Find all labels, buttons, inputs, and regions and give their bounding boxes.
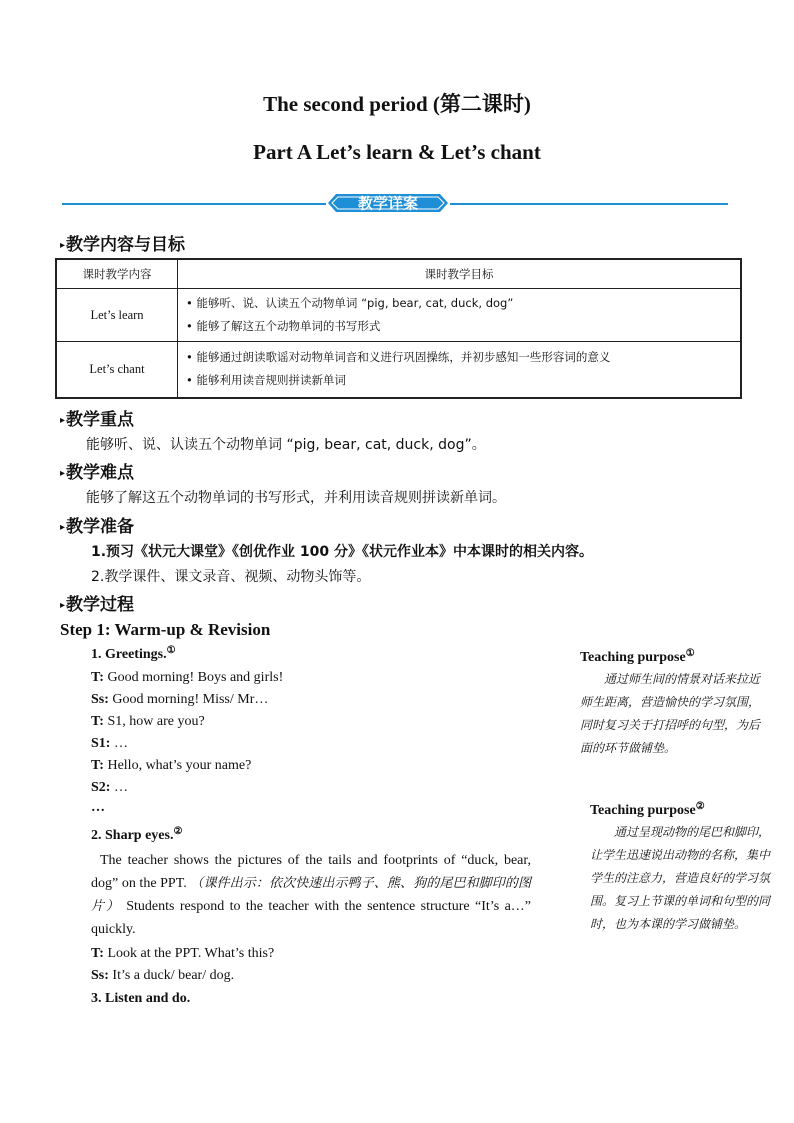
page-title: The second period (第二课时) [263,92,531,116]
utterance: S1, how are you? [103,714,205,729]
banner-text: 教学详案 [357,194,419,213]
dialogue-line [91,692,268,708]
section-key-points [60,405,134,430]
dialogue-line [91,946,274,962]
table-cell-content: Let’s learn [56,289,178,342]
key-points-text: 能够听、说、认读五个动物单词 “pig, bear, cat, duck, dog”。 [86,437,486,453]
table-header-row [56,259,741,289]
dialogue-line [91,670,283,686]
utterance: Good morning! Boys and girls! [103,670,284,685]
page-subtitle: Part A Let’s learn & Let’s chant [253,140,541,164]
dialogue-line [91,758,251,774]
speaker: … [91,800,105,815]
table-cell-goals [178,342,742,398]
utterance: … [110,736,128,751]
banner-line-left [62,203,326,205]
triangle-bullet-icon: ▸ [60,522,66,533]
section-difficulties-label: 教学难点 [66,463,135,483]
section-key-points-label: 教学重点 [66,410,135,430]
section-process-label: 教学过程 [66,595,135,615]
triangle-bullet-icon: ▸ [60,240,66,251]
sharp-eyes-text-en: Students respond to the teacher with the sentence structure “It’s a…” quickly. [91,899,531,937]
sharp-eyes-heading-text: 2. Sharp eyes. [91,828,174,843]
speaker: Ss: [91,968,109,983]
table-row [56,342,741,398]
greetings-heading-text: 1. Greetings. [91,647,167,662]
footnote-mark: ① [685,648,695,659]
footnote-mark: ① [166,645,176,656]
sharp-eyes-paragraph [91,849,531,941]
dialogue-line [91,714,205,730]
speaker: T: [91,946,104,961]
side-note-heading [580,650,760,666]
speaker: Ss: [91,692,109,707]
goals-table [55,258,742,399]
section-difficulties [60,458,134,483]
goal-item: • 能够利用读音规则拼读新单词 [186,373,346,388]
goal-item: • 能够了解这五个动物单词的书写形式 [186,319,381,333]
section-preparation-label: 教学准备 [66,517,135,537]
section-content-goals-label: 教学内容与目标 [66,235,186,255]
preparation-item: 1.预习《状元大课堂》《创优作业 100 分》《状元作业本》中本课时的相关内容。 [91,544,594,560]
utterance: Hello, what’s your name? [103,758,252,773]
footnote-mark: ② [173,826,183,837]
table-header-content: 课时教学内容 [56,259,178,289]
side-note [590,803,770,936]
listen-and-do-heading: 3. Listen and do. [91,991,191,1006]
dialogue-line [91,968,234,984]
sharp-eyes-text-cn: （课件出示：依次快速出示鸭子、熊、狗的尾巴和脚印的图片） [91,876,531,914]
goal-item: • 能够听、说、认读五个动物单词 “pig, bear, cat, duck, dog” [186,296,514,310]
utterance: … [110,780,128,795]
side-note-text: 通过呈现动物的尾巴和脚印，让学生迅速说出动物的名称，集中学生的注意力，营造良好的学习氛围。复习上节课的单词和句型的同时，也为本课的学习做铺垫。 [590,825,771,931]
footnote-mark: ② [695,801,705,812]
sharp-eyes-text-en: The teacher shows the pictures of the tails and footprints of “duck, bear, dog” on the PPT. [91,853,531,891]
table-header-goals: 课时教学目标 [178,259,742,289]
greetings-heading [91,647,176,663]
banner-badge [326,190,450,216]
triangle-bullet-icon: ▸ [60,415,66,426]
table-cell-content: Let’s chant [56,342,178,398]
side-note-heading-text: Teaching purpose [590,803,696,818]
section-process [60,590,134,615]
speaker: T: [91,670,104,685]
dialogue-line [91,736,128,752]
table-row [56,289,741,342]
sharp-eyes-heading [91,828,182,844]
step1-title: Step 1: Warm-up & Revision [60,620,271,639]
section-content-goals [60,230,185,255]
table-cell-goals [178,289,742,342]
triangle-bullet-icon: ▸ [60,600,66,611]
speaker: T: [91,758,104,773]
side-note-heading-text: Teaching purpose [580,650,686,665]
speaker: T: [91,714,104,729]
goal-item: • 能够通过朗读歌谣对动物单词音和义进行巩固操练，并初步感知一些形容词的意义 [186,350,611,365]
utterance: Good morning! Miss/ Mr… [108,692,269,707]
side-note-text: 通过师生间的情景对话来拉近师生距离，营造愉快的学习氛围，同时复习关于打招呼的句型，为后面的环节做铺垫。 [580,672,761,755]
difficulties-text: 能够了解这五个动物单词的书写形式，并利用读音规则拼读新单词。 [86,490,506,506]
dialogue-line [91,780,128,796]
utterance: Look at the PPT. What’s this? [103,946,275,961]
speaker: S2: [91,780,111,795]
utterance: It’s a duck/ bear/ dog. [108,968,235,983]
banner-line-right [450,203,728,205]
triangle-bullet-icon: ▸ [60,468,66,479]
speaker: S1: [91,736,111,751]
preparation-item: 2.教学课件、课文录音、视频、动物头饰等。 [91,569,371,585]
side-note [580,650,760,760]
section-preparation [60,512,134,537]
dialogue-line [91,800,105,816]
side-note-heading [590,803,770,819]
